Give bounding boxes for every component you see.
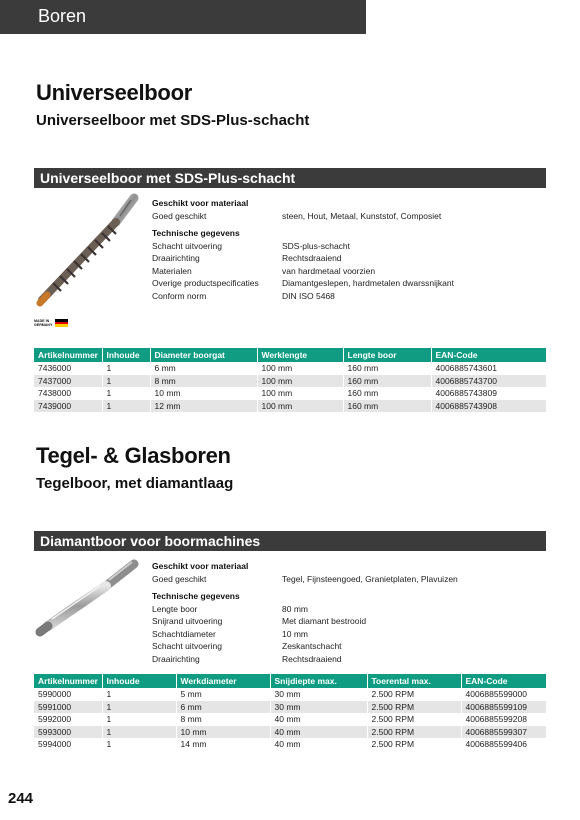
- spec-row: Goed geschikt Tegel, Fijnsteengoed, Granietplaten, Plavuizen: [152, 573, 458, 584]
- chapter-title: Boren: [38, 6, 87, 26]
- table-row: 7439000 1 12 mm 100 mm 160 mm 4006885743908: [34, 400, 546, 413]
- table-row: 5993000 1 10 mm 40 mm 2.500 RPM 4006885599307: [34, 726, 546, 739]
- spec-row: Draairichting Rechtsdraaiend: [152, 253, 342, 263]
- section1-specs: [152, 197, 454, 302]
- material-heading: Geschikt voor materiaal: [152, 198, 249, 208]
- spec-row: Lengte boor 80 mm: [152, 603, 308, 614]
- table-row: 5991000 1 6 mm 30 mm 2.500 RPM 4006885599109: [34, 701, 546, 714]
- table-row: 5994000 1 14 mm 40 mm 2.500 RPM 4006885599406: [34, 738, 546, 751]
- table-row: 7436000 1 6 mm 100 mm 160 mm 4006885743601: [34, 362, 546, 375]
- page-number: 244: [8, 790, 34, 807]
- table-row: 7438000 1 10 mm 100 mm 160 mm 4006885743809: [34, 387, 546, 400]
- spec-row: Materialen van hardmetaal voorzien: [152, 265, 376, 276]
- tech-heading: Technische gegevens: [152, 228, 240, 238]
- table-row: 5990000 1 5 mm 30 mm 2.500 RPM 4006885599000: [34, 688, 546, 701]
- spec-row: Overige productspecificaties Diamantgeslepen, hardmetalen dwarssnijkant: [152, 278, 454, 288]
- section1-bar: [34, 168, 546, 188]
- table-row: 7437000 1 8 mm 100 mm 160 mm 4006885743700: [34, 375, 546, 388]
- chapter-tab: [0, 0, 366, 34]
- table-header-row: Artikelnummer Inhoude Werkdiameter Snijdiepte max. Toerental max. EAN-Code: [34, 674, 546, 688]
- table-row: 5992000 1 8 mm 40 mm 2.500 RPM 4006885599208: [34, 713, 546, 726]
- table-header-row: Artikelnummer Inhoude Diameter boorgat Werklengte Lengte boor EAN-Code: [34, 348, 546, 362]
- section1-table: [34, 348, 546, 412]
- made-in-germany-badge: MADE IN GERMANY: [34, 318, 70, 330]
- spec-row: Conform norm DIN ISO 5468: [152, 290, 335, 301]
- spec-row: Snijrand uitvoering Met diamant bestrooid: [152, 616, 367, 626]
- german-flag-icon: [55, 319, 68, 327]
- section2-table: [34, 674, 546, 751]
- section1-title: Universeelboor: [36, 80, 192, 105]
- section2-specs: [152, 560, 458, 665]
- sds-drill-bit-image: [30, 192, 145, 312]
- section1-subtitle: Universeelboor met SDS-Plus-schacht: [36, 112, 310, 129]
- spec-row: Draairichting Rechtsdraaiend: [152, 653, 342, 664]
- spec-row: Schacht uitvoering SDS-plus-schacht: [152, 240, 351, 251]
- section2-bar: [34, 531, 546, 551]
- spec-row: Schacht uitvoering Zeskantschacht: [152, 641, 342, 651]
- section2-title: Tegel- & Glasboren: [36, 443, 231, 468]
- section1-bar-title: Universeelboor met SDS-Plus-schacht: [40, 170, 296, 186]
- section2-bar-title: Diamantboor voor boormachines: [40, 533, 261, 549]
- spec-row: Goed geschikt steen, Hout, Metaal, Kunststof, Composiet: [152, 210, 442, 221]
- spec-row: Schachtdiameter 10 mm: [152, 628, 308, 639]
- diamond-drill-bit-image: [30, 556, 145, 641]
- section2-subtitle: Tegelboor, met diamantlaag: [36, 475, 234, 492]
- tech-heading: Technische gegevens: [152, 591, 240, 601]
- material-heading: Geschikt voor materiaal: [152, 561, 249, 571]
